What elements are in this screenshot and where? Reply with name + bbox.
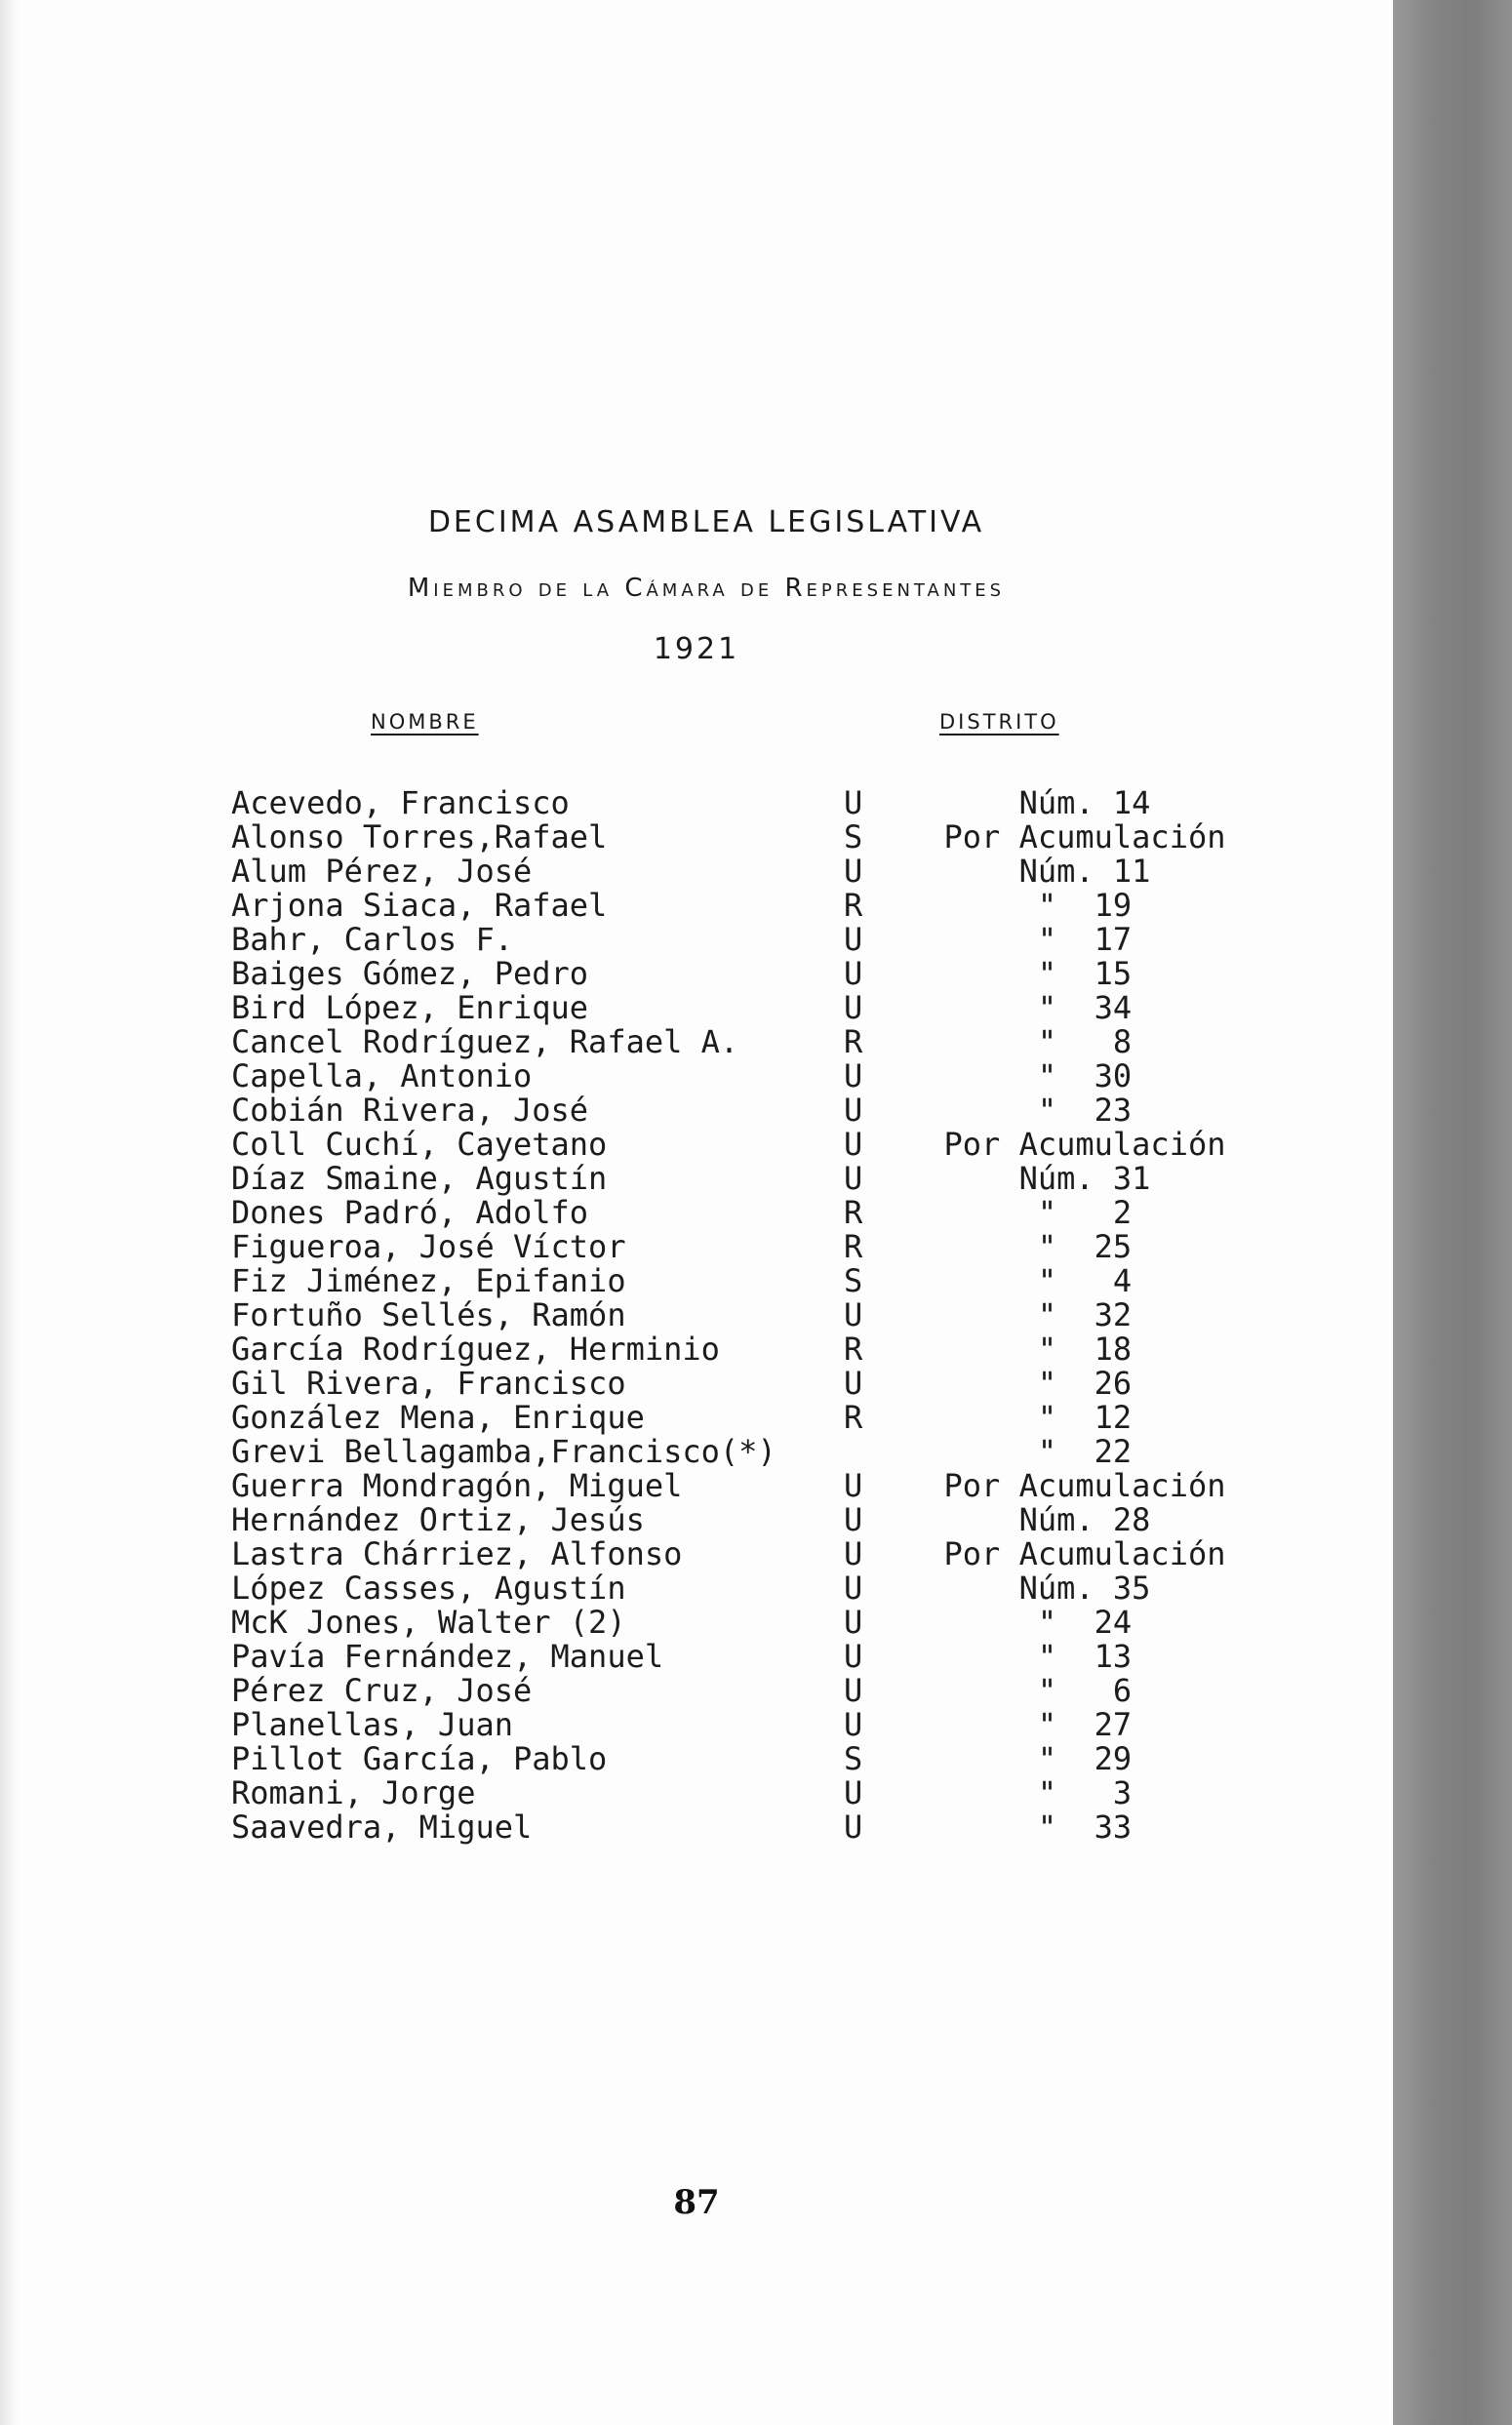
- member-name: Pavía Fernández, Manuel: [231, 1638, 664, 1675]
- member-district: " 8: [1037, 1023, 1133, 1060]
- list-item: [231, 820, 1265, 855]
- member-party: S: [844, 1262, 863, 1299]
- document-year: 1921: [653, 632, 740, 666]
- member-name: McK Jones, Walter (2): [231, 1604, 626, 1641]
- member-party: U: [844, 1638, 863, 1675]
- member-name: Saavedra, Miguel: [231, 1809, 533, 1846]
- member-party: U: [844, 1160, 863, 1197]
- member-name: Gil Rivera, Francisco: [231, 1365, 626, 1402]
- member-party: S: [844, 818, 863, 855]
- column-header-district: DISTRITO: [939, 710, 1059, 734]
- member-district: Núm. 35: [1018, 1570, 1151, 1607]
- member-name: Baiges Gómez, Pedro: [231, 955, 589, 992]
- page-right-edge: [1393, 0, 1512, 2425]
- column-header-name: NOMBRE: [371, 710, 479, 734]
- member-district: Por Acumulación: [943, 1467, 1226, 1504]
- member-name: Planellas, Juan: [231, 1706, 513, 1743]
- list-item: [231, 1298, 1265, 1332]
- member-district: Por Acumulación: [943, 818, 1226, 855]
- member-district: " 22: [1037, 1433, 1133, 1470]
- member-district: " 3: [1037, 1774, 1133, 1811]
- member-district: " 19: [1037, 887, 1133, 924]
- member-party: U: [844, 1092, 863, 1129]
- member-district: Por Acumulación: [943, 1126, 1226, 1163]
- member-party: U: [844, 784, 863, 821]
- member-district: Núm. 28: [1018, 1501, 1151, 1538]
- member-party: R: [844, 1331, 863, 1368]
- member-name: Fiz Jiménez, Epifanio: [231, 1262, 626, 1299]
- member-party: R: [844, 1399, 863, 1436]
- member-party: U: [844, 989, 863, 1026]
- member-district: " 24: [1037, 1604, 1133, 1641]
- page-left-shadow: [0, 0, 18, 2425]
- member-party: U: [844, 1126, 863, 1163]
- member-name: Fortuño Sellés, Ramón: [231, 1296, 626, 1333]
- member-name: Díaz Smaine, Agustín: [231, 1160, 608, 1197]
- member-district: " 23: [1037, 1092, 1133, 1129]
- member-name: Coll Cuchí, Cayetano: [231, 1126, 608, 1163]
- member-name: Alum Pérez, José: [231, 853, 533, 890]
- list-item: [231, 923, 1265, 957]
- member-district: " 6: [1037, 1672, 1133, 1709]
- member-district: Núm. 11: [1018, 853, 1151, 890]
- member-name: Romani, Jorge: [231, 1774, 476, 1811]
- list-item: [231, 1776, 1265, 1810]
- member-district: " 18: [1037, 1331, 1133, 1368]
- member-name: Grevi Bellagamba,Francisco(*): [231, 1433, 776, 1470]
- list-item: [231, 1025, 1265, 1059]
- member-name: García Rodríguez, Herminio: [231, 1331, 720, 1368]
- list-item: [231, 1264, 1265, 1298]
- member-party: U: [844, 955, 863, 992]
- member-party: U: [844, 921, 863, 958]
- list-item: [231, 1469, 1265, 1503]
- member-party: U: [844, 1467, 863, 1504]
- member-party: R: [844, 1194, 863, 1231]
- list-item: [231, 1435, 1265, 1469]
- member-district: " 4: [1037, 1262, 1133, 1299]
- member-district: " 27: [1037, 1706, 1133, 1743]
- page-number: 87: [673, 2183, 720, 2222]
- list-item: [231, 957, 1265, 991]
- list-item: [231, 991, 1265, 1025]
- member-name: Cobián Rivera, José: [231, 1092, 589, 1129]
- list-item: [231, 1059, 1265, 1093]
- member-party: U: [844, 1774, 863, 1811]
- member-party: R: [844, 887, 863, 924]
- member-party: U: [844, 1809, 863, 1846]
- member-name: Figueroa, José Víctor: [231, 1228, 626, 1265]
- member-district: " 2: [1037, 1194, 1133, 1231]
- list-item: [231, 1708, 1265, 1742]
- member-name: Bahr, Carlos F.: [231, 921, 513, 958]
- members-list: [231, 786, 1265, 1845]
- list-item: [231, 1674, 1265, 1708]
- member-party: U: [844, 1365, 863, 1402]
- member-party: U: [844, 1570, 863, 1607]
- list-item: [231, 1401, 1265, 1435]
- member-name: López Casses, Agustín: [231, 1570, 626, 1607]
- member-name: Dones Padró, Adolfo: [231, 1194, 589, 1231]
- member-district: " 29: [1037, 1740, 1133, 1777]
- document-subtitle: Miembro de la Cámara de Representantes: [407, 574, 1006, 603]
- member-name: Alonso Torres,Rafael: [231, 818, 608, 855]
- member-party: U: [844, 1604, 863, 1641]
- list-item: [231, 1367, 1265, 1401]
- list-item: [231, 1230, 1265, 1264]
- member-party: R: [844, 1023, 863, 1060]
- member-party: U: [844, 1296, 863, 1333]
- list-item: [231, 1128, 1265, 1162]
- member-party: U: [844, 1057, 863, 1094]
- member-district: Núm. 31: [1018, 1160, 1151, 1197]
- list-item: [231, 1196, 1265, 1230]
- member-district: " 32: [1037, 1296, 1133, 1333]
- list-item: [231, 1332, 1265, 1367]
- member-name: Pillot García, Pablo: [231, 1740, 608, 1777]
- list-item: [231, 786, 1265, 820]
- member-district: " 30: [1037, 1057, 1133, 1094]
- member-name: Acevedo, Francisco: [231, 784, 570, 821]
- member-party: S: [844, 1740, 863, 1777]
- member-district: " 17: [1037, 921, 1133, 958]
- member-district: " 25: [1037, 1228, 1133, 1265]
- member-name: Pérez Cruz, José: [231, 1672, 533, 1709]
- member-district: " 34: [1037, 989, 1133, 1026]
- list-item: [231, 1537, 1265, 1571]
- list-item: [231, 889, 1265, 923]
- member-name: Cancel Rodríguez, Rafael A.: [231, 1023, 739, 1060]
- member-name: Guerra Mondragón, Miguel: [231, 1467, 683, 1504]
- member-name: González Mena, Enrique: [231, 1399, 645, 1436]
- list-item: [231, 1810, 1265, 1845]
- list-item: [231, 1093, 1265, 1128]
- list-item: [231, 1571, 1265, 1606]
- list-item: [231, 855, 1265, 889]
- member-district: " 26: [1037, 1365, 1133, 1402]
- member-district: " 13: [1037, 1638, 1133, 1675]
- member-district: " 33: [1037, 1809, 1133, 1846]
- member-name: Hernández Ortiz, Jesús: [231, 1501, 645, 1538]
- member-party: U: [844, 1672, 863, 1709]
- list-item: [231, 1162, 1265, 1196]
- member-party: U: [844, 1501, 863, 1538]
- member-district: " 12: [1037, 1399, 1133, 1436]
- member-party: U: [844, 853, 863, 890]
- member-name: Lastra Chárriez, Alfonso: [231, 1535, 683, 1572]
- member-name: Arjona Siaca, Rafael: [231, 887, 608, 924]
- member-name: Capella, Antonio: [231, 1057, 533, 1094]
- member-district: " 15: [1037, 955, 1133, 992]
- list-item: [231, 1606, 1265, 1640]
- member-party: U: [844, 1706, 863, 1743]
- member-name: Bird López, Enrique: [231, 989, 589, 1026]
- member-party: R: [844, 1228, 863, 1265]
- member-party: U: [844, 1535, 863, 1572]
- member-district: Por Acumulación: [943, 1535, 1226, 1572]
- list-item: [231, 1503, 1265, 1537]
- list-item: [231, 1742, 1265, 1776]
- document-title: DECIMA ASAMBLEA LEGISLATIVA: [427, 505, 985, 539]
- member-district: Núm. 14: [1018, 784, 1151, 821]
- list-item: [231, 1640, 1265, 1674]
